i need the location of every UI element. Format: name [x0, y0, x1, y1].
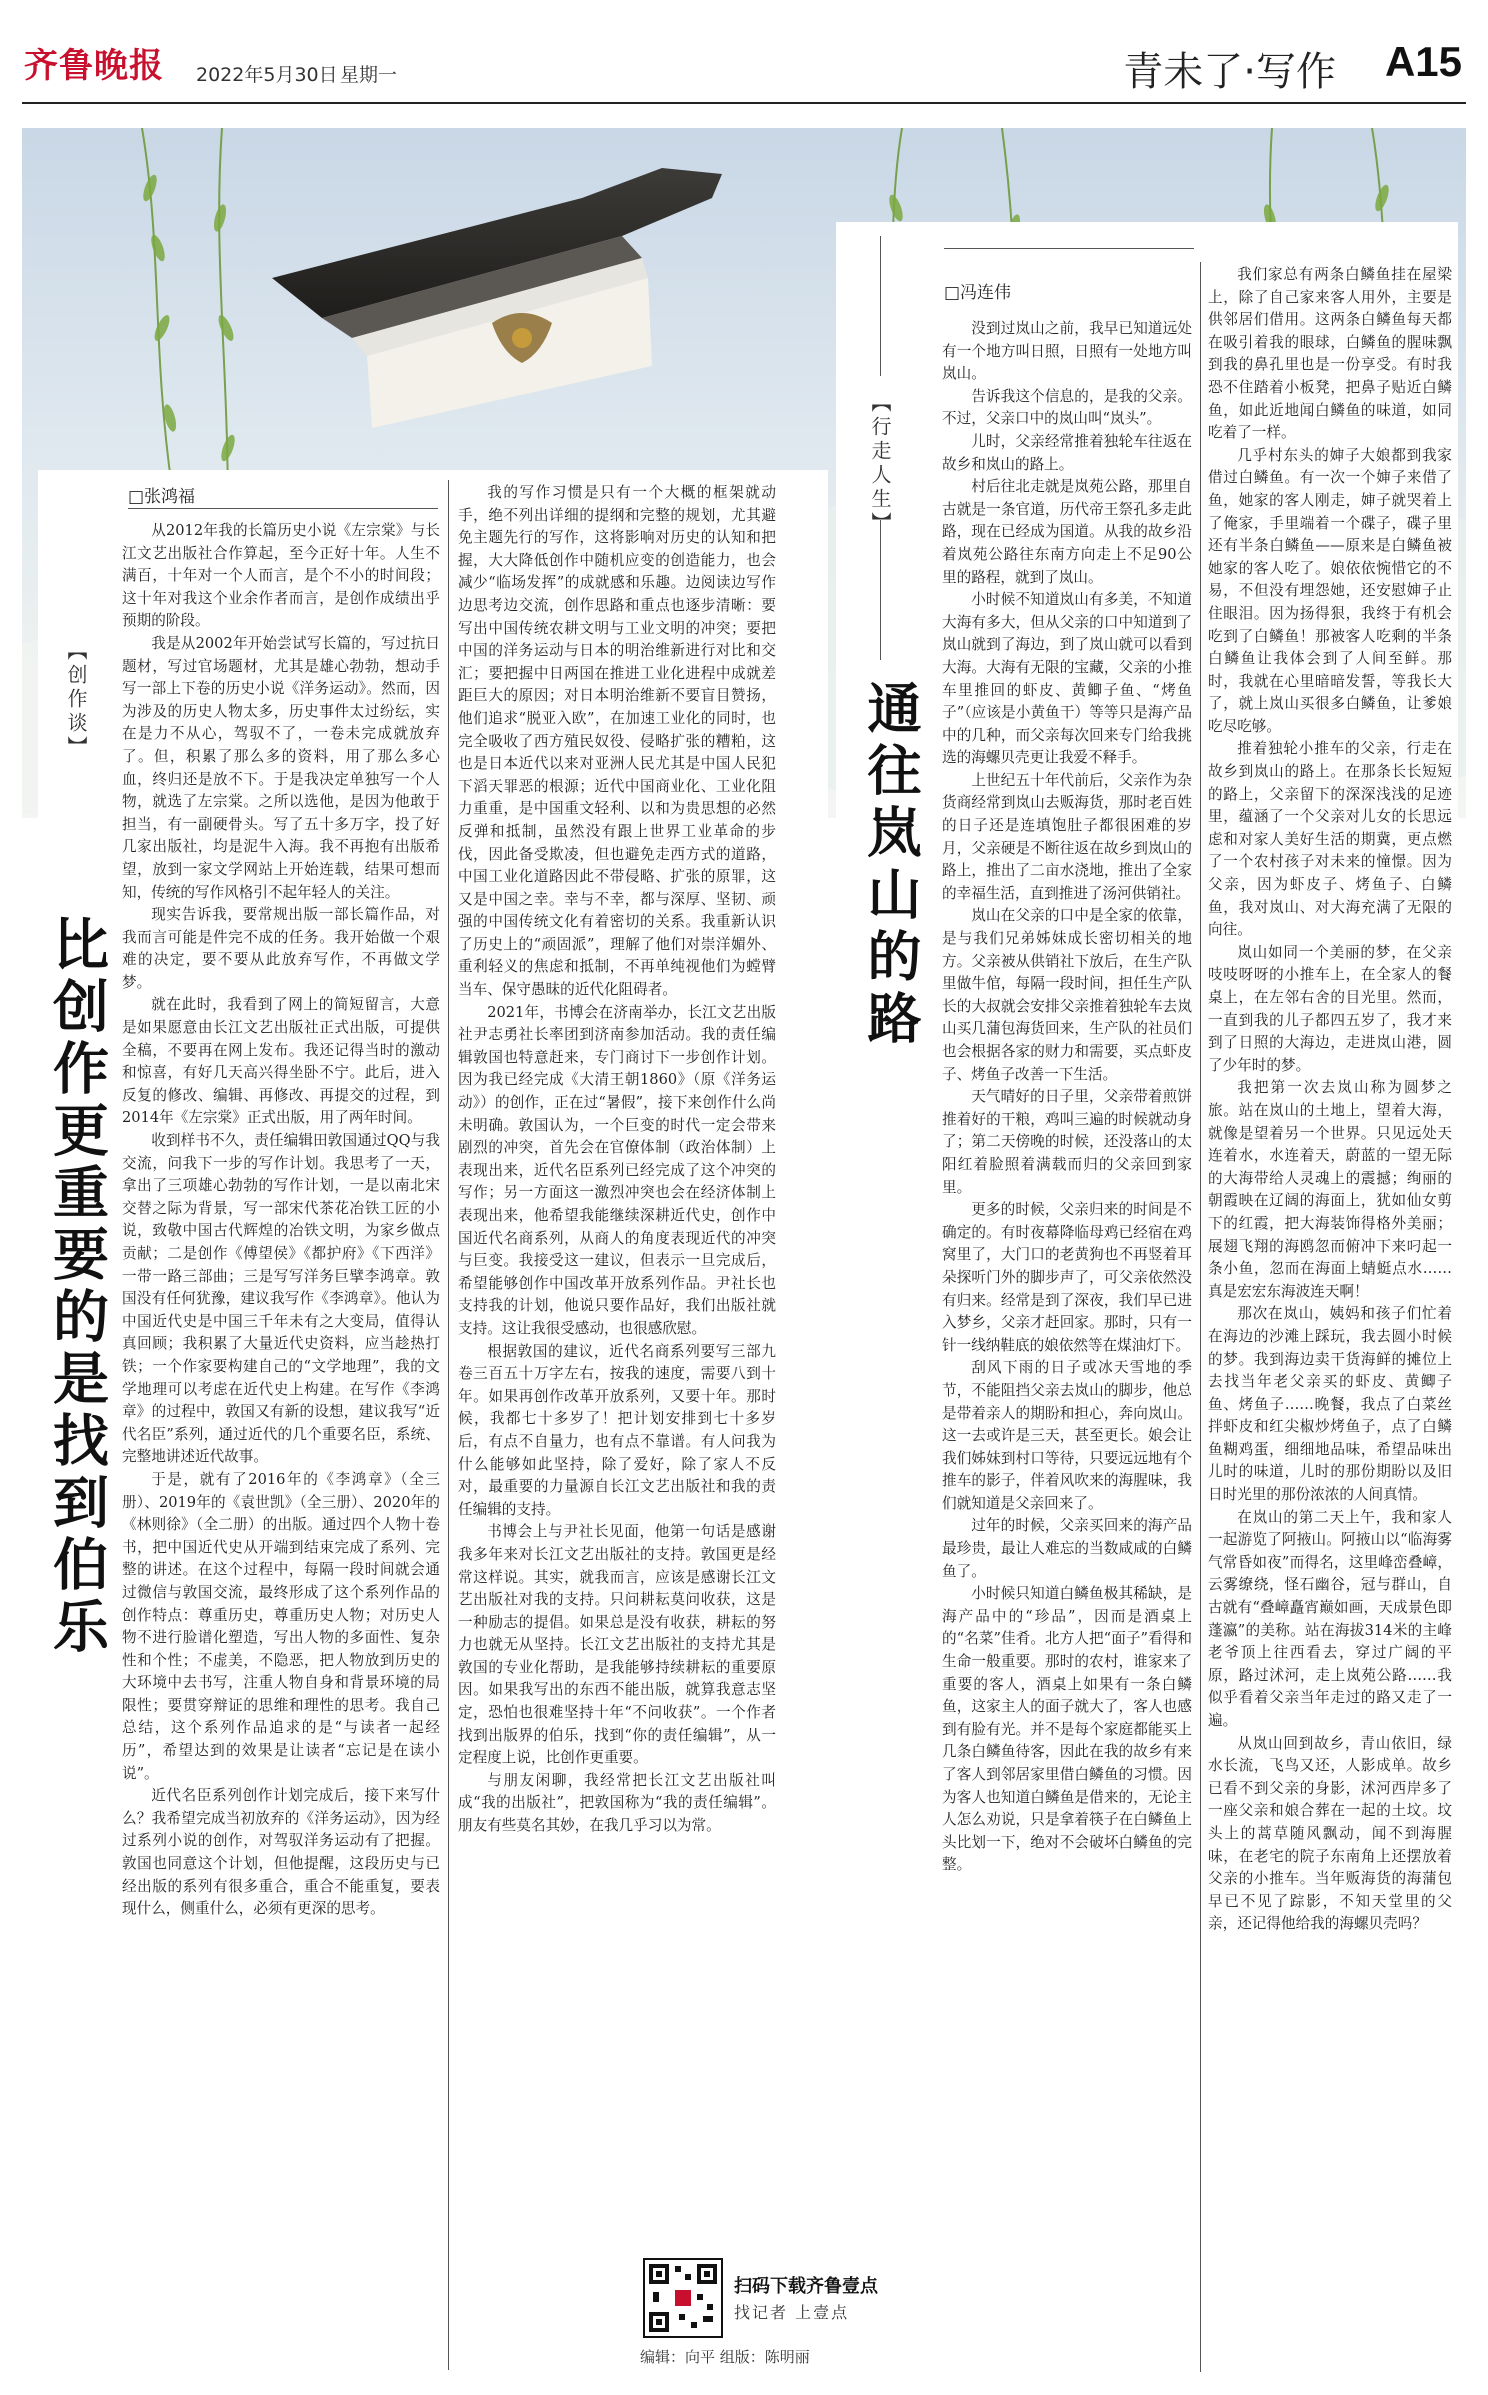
article-left-paragraph: 与朋友闲聊，我经常把长江文艺出版社叫成“我的出版社”，把敦国称为“我的责任编辑”。朋友有些莫名其妙，在我几乎习以为常。 [458, 1771, 776, 1835]
page-number: A15 [1384, 38, 1462, 85]
article-right-paragraph: 在岚山的第二天上午，我和家人一起游览了阿掖山。阿掖山以“临海雾气常昏如夜”而得名，这里峰峦叠嶂，云雾缭绕，怪石幽谷，冠与群山，自古就有“叠嶂矗宵巅如画，天成景色即蓬瀛”的美称。站在海拔314米的主峰老爷顶上往西看去，穿过广阔的平原，路过沭河，走上岚苑公路……我似乎看着父亲当年走过的路又走了一遍。 [1208, 1508, 1452, 1729]
article-right-paragraph: 村后往北走就是岚苑公路，那里自古就是一条官道，历代帝王祭孔多走此路，现在已经成为国道。从我的故乡沿着岚苑公路往东南方向走上不足90公里的路程，就到了岚山。 [942, 478, 1192, 586]
article-left-column-1 [122, 520, 440, 2375]
article-left-byline: □张鸿福 [128, 487, 196, 507]
editor-credit: 编辑：向平 组版：陈明丽 [640, 2348, 810, 2366]
article-left-paragraph: 我是从2002年开始尝试写长篇的，写过抗日题材，写过官场题材，尤其是雄心勃勃，想动手写一部上下卷的历史小说《洋务运动》。然而，因为涉及的历史人物太多，历史事件太过纷纭，实在是力不从心，驾驭不了，一卷未完成就放弃了。但，积累了那么多的资料，用了那么多心血，终归还是放不下。于是我决定单独写一个人物，就选了左宗棠。之所以选他，是因为他敢于担当，有一副硬骨头。写了五十多万字，投了好几家出版社，均是泥牛入海。我不再抱有出版希望，放到一家文学网站上开始连载，结果可想而知，传统的写作风格引不起年轻人的关注。 [122, 634, 440, 901]
qr-code[interactable] [643, 2258, 723, 2338]
article-right-paragraph: 小时候不知道岚山有多美，不知道大海有多大，但从父亲的口中知道到了岚山就到了海边，到了岚山就可以看到大海。大海有无限的宝藏，父亲的小推车里推回的虾皮、黄鲫子鱼、“烤鱼子”（应该是小黄鱼干）等等只是海产品中的几种，而父亲每次回来专门给我挑选的海螺贝壳更让我爱不释手。 [942, 591, 1192, 767]
article-right-paragraph: 更多的时候，父亲归来的时间是不确定的。有时夜幕降临母鸡已经宿在鸡窝里了，大门口的老黄狗也不再竖着耳朵探听门外的脚步声了，可父亲依然没有归来。经常是到了深夜，我们早已进入梦乡，父亲才赶回家。那时，只有一针一线纳鞋底的娘依然等在煤油灯下。 [942, 1201, 1192, 1354]
article-right-paragraph: 过年的时候，父亲买回来的海产品最珍贵，最让人难忘的当数咸咸的白鳞鱼了。 [942, 1517, 1192, 1580]
article-right-paragraph: 岚山如同一个美丽的梦，在父亲吱吱呀呀的小推车上，在全家人的餐桌上，在左邻右舍的目光里。然而，一直到我的儿子都四五岁了，我才来到了日照的大海边，走进岚山港，圆了少年时的梦。 [1208, 943, 1452, 1074]
article-left-headline: 比创作更重要的是找到伯乐 [44, 915, 109, 1659]
article-left-paragraph: 现实告诉我，要常规出版一部长篇作品，对我而言可能是件完不成的任务。我开始做一个艰难的决定，要不要从此放弃写作，不再做文学梦。 [122, 906, 440, 991]
publication-date: 2022年5月30日 [196, 64, 338, 86]
article-right-paragraph: 刮风下雨的日子或冰天雪地的季节，不能阻挡父亲去岚山的脚步，他总是带着亲人的期盼和担心，奔向岚山。这一去或许是三天，甚至更长。娘会让我们姊妹到村口等待，只要远远地有个推车的影子，伴着风吹来的海腥味，我们就知道是父亲回来了。 [942, 1359, 1192, 1512]
article-right-paragraph: 儿时，父亲经常推着独轮车往返在故乡和岚山的路上。 [942, 432, 1192, 473]
article-right-column-1 [942, 318, 1192, 2375]
publication-weekday: 星期一 [340, 64, 398, 86]
article-left-paragraph: 近代名臣系列创作计划完成后，接下来写什么？我希望完成当初放弃的《洋务运动》，因为经过系列小说的创作，对驾驭洋务运动有了把握。敦国也同意这个计划，但他提醒，这段历史与已经出版的系列有很多重合，重合不能重复，要表现什么，侧重什么，必须有更深的思考。 [122, 1787, 440, 1918]
article-left-paragraph: 2021年，书博会在济南举办，长江文艺出版社尹志勇社长率团到济南参加活动。我的责任编辑敦国也特意赶来，专门商讨下一步创作计划。因为我已经完成《大清王朝1860》（原《洋务运动》）的创作，正在过“暑假”，接下来创作什么尚未明确。敦国认为，一个巨变的时代一定会带来剧烈的冲突，首先会在官僚体制（政治体制）上表现出来，近代名臣系列已经完成了这个冲突的写作；另一方面这一激烈冲突也会在经济体制上表现出来，他希望我能继续深耕近代史，创作中国近代名商系列，从商人的角度表现近代的冲突与巨变。我接受这一建议，但表示一旦完成后，希望能够创作中国改革开放系列作品。尹社长也支持我的计划，他说只要作品好，我们出版社就支持。这让我很受感动，也很感欣慰。 [458, 1003, 776, 1337]
newspaper-logo: 齐鲁晚报 [24, 46, 164, 86]
article-right-byline: □冯连伟 [944, 283, 1012, 303]
article-right-paragraph: 我把第一次去岚山称为圆梦之旅。站在岚山的土地上，望着大海，就像是望着另一个世界。只见远处天连着水，水连着天，蔚蓝的一望无际的大海带给人灵魂上的震撼；绚丽的朝霞映在辽阔的海面上，犹如仙女剪下的红霞，把大海装饰得格外美丽；展翅飞翔的海鸥忽而俯冲下来叼起一条小鱼，忽而在海面上蜻蜓点水……真是宏宏东海波连天啊！ [1208, 1079, 1452, 1300]
article-right-paragraph: 天气晴好的日子里，父亲带着煎饼推着好的干粮，鸡叫三遍的时候就动身了；第二天傍晚的时候，还没落山的太阳红着脸照着满载而归的父亲回到家里。 [942, 1088, 1192, 1196]
section-title: 青未了·写作 [1123, 49, 1336, 95]
article-right-paragraph: 小时候只知道白鳞鱼极其稀缺，是海产品中的“珍品”，因而是酒桌上的“名菜”佳肴。北方人把“面子”看得和生命一般重要。那时的农村，谁家来了重要的客人，酒桌上如果有一条白鳞鱼，这家主人的面子就大了，客人也感到有脸有光。并不是每个家庭都能买上几条白鳞鱼待客，因此在我的故乡有来了客人到邻居家里借白鳞鱼的习惯。因为客人也知道白鳞鱼是借来的，无论主人怎么劝说，只是拿着筷子在白鳞鱼上头比划一下，绝对不会破坏白鳞鱼的完整。 [942, 1585, 1192, 1874]
article-left-paragraph: 我的写作习惯是只有一个大概的框架就动手，绝不列出详细的提纲和完整的规划，尤其避免主题先行的写作，这将影响对历史的认知和把握，大大降低创作中随机应变的创造能力，也会减少“临场发挥”的成就感和乐趣。边阅读边写作边思考边交流，创作思路和重点也逐步清晰：要写出中国传统农耕文明与工业文明的冲突；要把中国的洋务运动与日本的明治维新进行对比和交汇；要把握中日两国在推进工业化进程中成就差距巨大的原因；对日本明治维新不要盲目赞扬，他们追求“脱亚入欧”，在加速工业化的同时，也完全吸收了西方殖民奴役、侵略扩张的糟粕，这也是日本近代以来对亚洲人民尤其是中国人民犯下滔天罪恶的根源；近代中国商业化、工业化阻力重重，是中国重文轻利、以和为贵思想的必然反弹和抵制，虽然没有跟上世界工业革命的步伐，因此备受欺凌，但也避免走西方式的道路，中国工业化道路因此不带侵略、扩张的原罪，这又是中国之幸。幸与不幸，都与深厚、坚韧、顽强的中国传统文化有着密切的关系。我重新认识了历史上的“顽固派”，理解了他们对崇洋媚外、重利轻义的焦虑和抵制，不再单纯视他们为螳臂当车、保守愚昧的近代化阻碍者。 [458, 484, 776, 999]
byline-rule-right [944, 248, 1194, 249]
article-right-paragraph: 没到过岚山之前，我早已知道远处有一个地方叫日照，日照有一处地方叫岚山。 [942, 320, 1192, 383]
kicker-rule-top [880, 236, 881, 376]
article-left-paragraph: 收到样书不久，责任编辑田敦国通过QQ与我交流，问我下一步的写作计划。我思考了一天，拿出了三项雄心勃勃的写作计划，一是以南北宋交替之际为背景，写一部宋代茶花冶铁工匠的小说，致敬中国古代辉煌的冶铁文明，为家乡做点贡献；二是创作《傅望侯》《都护府》《下西洋》一带一路三部曲；三是写写洋务巨擘李鸿章。敦国没有任何犹豫，建议我写作《李鸿章》。他认为中国近代史是中国三千年未有之大变局，值得认真回顾；我积累了大量近代史资料，应当趁热打铁；一个作家要构建自己的“文学地理”，我的文学地理可以考虑在近代史上构建。在写作《李鸿章》的过程中，敦国又有新的设想，建议我写“近代名臣”系列，通过近代的几个重要名臣，系统、完整地讲述近代故事。 [122, 1132, 440, 1466]
article-right-column-2 [1208, 264, 1452, 2375]
article-left-paragraph: 书博会上与尹社长见面，他第一句话是感谢我多年来对长江文艺出版社的支持。敦国更是经常这样说。其实，就我而言，应该是感谢长江文艺出版社对我的支持。只问耕耘莫问收获，这是一种励志的提倡。如果总是没有收获，耕耘的努力也就无从坚持。长江文艺出版社的支持尤其是敦国的专业化帮助，是我能够持续耕耘的重要原因。如果我写出的东西不能出版，就算我意志坚定，恐怕也很难坚持十年“不问收获”。一个作者找到出版界的伯乐，找到“你的责任编辑”，从一定程度上说，比创作更重要。 [458, 1523, 776, 1767]
qr-caption: 扫码下载齐鲁壹点 [734, 2276, 878, 2297]
article-right-paragraph: 几乎村东头的婶子大娘都到我家借过白鳞鱼。有一次一个婶子来借了鱼，她家的客人刚走，婶子就哭着上了俺家，手里端着一个碟子，碟子里还有半条白鳞鱼——原来是白鳞鱼被她家的客人吃了。娘依依惋惜它的不易，不但没有埋怨她，还安慰婶子止住眼泪。因为扬得狠，我终于有机会吃到了白鳞鱼！那被客人吃剩的半条白鳞鱼让我体会到了人间至鲜。那时，我就在心里暗暗发誓，等我长大了，就上岚山买很多白鳞鱼，让爹娘吃尽吃够。 [1208, 446, 1452, 735]
article-right-paragraph: 推着独轮小推车的父亲，行走在故乡到岚山的路上。在那条长长短短的路上，父亲留下的深深浅浅的足迹里，蕴涵了一个父亲对儿女的长思远虑和对家人美好生活的期冀，更点燃了一个农村孩子对未来的憧憬。因为父亲，因为虾皮子、烤鱼子、白鳞鱼，我对岚山、对大海充满了无限的向往。 [1208, 740, 1452, 939]
column-divider [448, 480, 449, 2370]
kicker-rule-bottom [880, 520, 881, 660]
masthead [22, 36, 1466, 104]
article-left-paragraph: 于是，就有了2016年的《李鸿章》（全三册）、2019年的《袁世凯》（全三册）、2020年的《林则徐》（全二册）的出版。通过四个人物十卷书，把中国近代史从开端到结束完成了系列、完整的讲述。在这个过程中，每隔一段时间就会通过微信与敦国交流，最终形成了这个系列作品的创作特点：尊重历史，尊重历史人物；对历史人物不进行脸谱化塑造，写出人物的多面性、复杂性和个性；不虚美，不隐恶，把人物放到历史的大环境中去书写，注重人物自身和背景环境的局限性；要贯穿辩证的思维和理性的思考。我自己总结，这个系列作品追求的是“与读者一起经历”，希望达到的效果是让读者“忘记是在读小说”。 [122, 1470, 440, 1782]
article-right-paragraph: 那次在岚山，姨妈和孩子们忙着在海边的沙滩上踩玩，我去圆小时候的梦。我到海边卖干货海鲜的摊位上去找当年老父亲买的虾皮、黄鲫子鱼、烤鱼子……晚餐，我点了白菜丝拌虾皮和红尖椒炒烤鱼子，点了白鳞鱼糊鸡蛋，细细地品味，希望品味出儿时的味道，儿时的那份期盼以及旧日时光里的那份浓浓的人间真情。 [1208, 1305, 1452, 1504]
article-left-kicker: 【创作谈】 [64, 640, 88, 760]
qr-code-icon [645, 2260, 721, 2336]
qr-subcaption: 找记者 上壹点 [734, 2303, 850, 2322]
article-right-kicker: 【行走人生】 [868, 392, 892, 536]
article-left-paragraph: 从2012年我的长篇历史小说《左宗棠》与长江文艺出版社合作算起，至今正好十年。人生不满百，十年对一个人而言，是个不小的时间段；这十年对我这个业余作者而言，是创作成绩出乎预期的阶段。 [122, 522, 440, 630]
article-right-paragraph: 从岚山回到故乡，青山依旧，绿水长流，飞鸟又还，人影成单。故乡已看不到父亲的身影，沭河西岸多了一座父亲和娘合葬在一起的土坟。坟头上的蒿草随风飘动，闻不到海腥味，在老宅的院子东南角上还摆放着父亲的小推车。当年贩海货的海蒲包早已不见了踪影，不知天堂里的父亲，还记得他给我的海螺贝壳吗？ [1208, 1734, 1452, 1933]
article-left-column-2 [458, 482, 776, 2375]
article-right-paragraph: 我们家总有两条白鳞鱼挂在屋梁上，除了自己家来客人用外，主要是供邻居们借用。这两条白鳞鱼每天都在吸引着我的眼球，白鳞鱼的腥味飘到我的鼻孔里也是一份享受。有时我恐不住踏着小板凳，把鼻子贴近白鳞鱼，如此近地闻白鳞鱼的味道，如同吃着了一样。 [1208, 266, 1452, 442]
article-left-paragraph: 根据敦国的建议，近代名商系列要写三部九卷三百五十万字左右，按我的速度，需要八到十年。如果再创作改革开放系列，又要十年。那时候，我都七十多岁了！把计划安排到七十多岁后，有点不自量力，也有点不靠谱。有人问我为什么能够如此坚持，除了爱好，除了家人不反对，最重要的力量源自长江文艺出版社和我的责任编辑的支持。 [458, 1342, 776, 1518]
article-right-paragraph: 告诉我这个信息的，是我的父亲。不过，父亲口中的岚山叫“岚头”。 [942, 387, 1192, 428]
byline-rule-left [128, 508, 438, 509]
article-right-headline: 通往岚山的路 [859, 680, 922, 1052]
column-divider [1200, 262, 1201, 2372]
article-left-paragraph: 就在此时，我看到了网上的简短留言，大意是如果愿意由长江文艺出版社正式出版，可提供全稿，不要再在网上发布。我还记得当时的激动和惊喜，有好几天高兴得坐卧不宁。此后，进入反复的修改、编辑、再修改、再提交的过程，到2014年《左宗棠》正式出版，用了两年时间。 [122, 996, 440, 1127]
article-right-paragraph: 上世纪五十年代前后，父亲作为杂货商经常到岚山去贩海货，那时老百姓的日子还是连填饱肚子都很困难的岁月，父亲硬是不断往返在故乡到岚山的路上，推出了二亩水浇地，推出了全家的幸福生活，直到推进了汤河供销社。 [942, 771, 1192, 902]
article-right-paragraph: 岚山在父亲的口中是全家的依靠，是与我们兄弟姊妹成长密切相关的地方。父亲被从供销社下放后，在生产队里做牛倌，每隔一段时间，担任生产队长的大叔就会安排父亲推着独轮车去岚山买几蒲包海货回来，生产队的社员们也会根据各家的财力和需要，买点虾皮子、烤鱼子改善一下生活。 [942, 907, 1192, 1083]
